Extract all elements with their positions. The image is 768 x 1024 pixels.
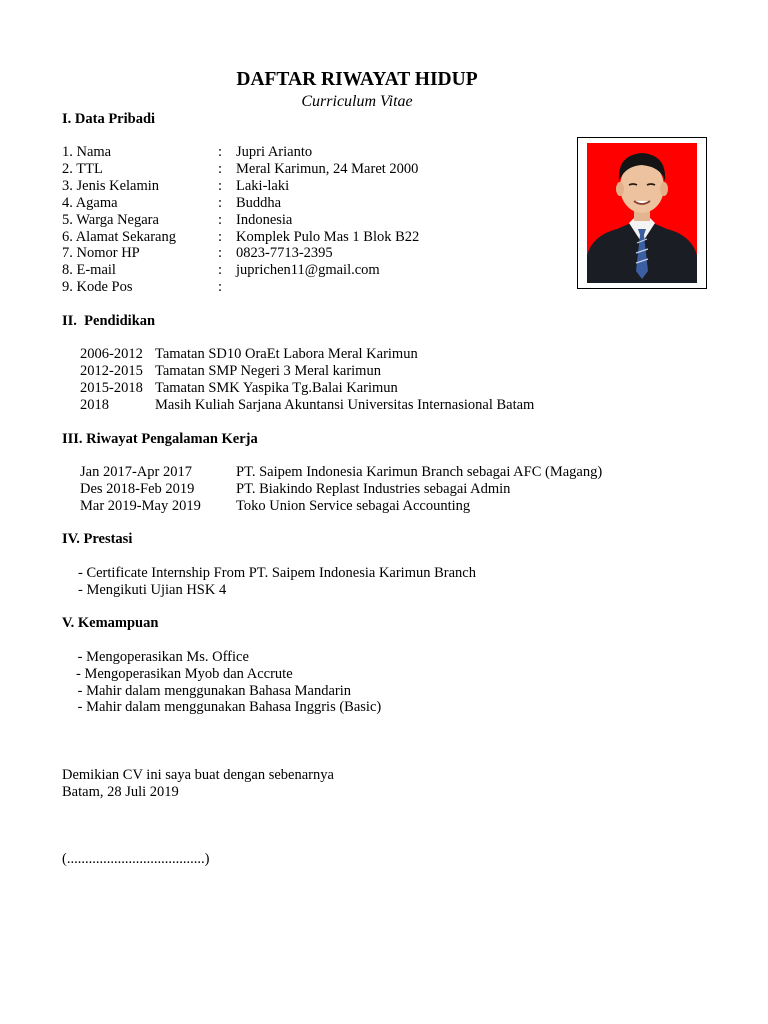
work-period: Mar 2019-May 2019 (80, 498, 201, 514)
personal-label: 8. E-mail (62, 262, 116, 278)
work-period: Des 2018-Feb 2019 (80, 481, 195, 497)
work-period: Jan 2017-Apr 2017 (80, 464, 192, 480)
education-desc: Tamatan SMP Negeri 3 Meral karimun (155, 363, 381, 379)
separator-colon: : (218, 229, 223, 245)
education-year: 2018 (80, 397, 109, 413)
section-heading-work: III. Riwayat Pengalaman Kerja (62, 431, 258, 447)
personal-label: 6. Alamat Sekarang (62, 229, 176, 245)
education-year: 2015-2018 (80, 380, 143, 396)
personal-label: 2. TTL (62, 161, 103, 177)
separator-colon: : (218, 161, 223, 177)
education-year: 2012-2015 (80, 363, 143, 379)
document-subtitle: Curriculum Vitae (301, 93, 413, 110)
personal-label: 1. Nama (62, 144, 112, 160)
personal-value: 0823-7713-2395 (236, 245, 333, 261)
personal-label: 4. Agama (62, 195, 118, 211)
section-heading-personal: I. Data Pribadi (62, 111, 156, 127)
document-title: DAFTAR RIWAYAT HIDUP (236, 69, 478, 90)
personal-value: Laki-laki (236, 178, 290, 194)
skill-text: - Mengoperasikan Myob dan Accrute (76, 666, 293, 682)
place-date: Batam, 28 Juli 2019 (62, 784, 179, 800)
personal-label: 7. Nomor HP (62, 245, 140, 261)
skill-text: - Mahir dalam menggunakan Bahasa Mandarin (74, 683, 352, 699)
profile-photo-frame (577, 137, 707, 289)
closing-statement: Demikian CV ini saya buat dengan sebenarnya (62, 767, 334, 783)
personal-value: Meral Karimun, 24 Maret 2000 (236, 161, 419, 177)
education-desc: Masih Kuliah Sarjana Akuntansi Universitas Internasional Batam (155, 397, 535, 413)
section-heading-education: II. Pendidikan (62, 313, 156, 329)
work-desc: PT. Saipem Indonesia Karimun Branch sebagai AFC (Magang) (236, 464, 603, 480)
signature-line: (......................................) (62, 851, 210, 867)
personal-label: 3. Jenis Kelamin (62, 178, 160, 194)
personal-value: juprichen11@gmail.com (236, 262, 380, 278)
education-desc: Tamatan SMK Yaspika Tg.Balai Karimun (155, 380, 398, 396)
separator-colon: : (218, 245, 223, 261)
skill-text: - Mengoperasikan Ms. Office (74, 649, 249, 665)
achievement-text: - Mengikuti Ujian HSK 4 (78, 582, 227, 598)
profile-photo (587, 143, 697, 283)
skill-text: - Mahir dalam menggunakan Bahasa Inggris (Basic) (74, 699, 382, 715)
personal-value: Komplek Pulo Mas 1 Blok B22 (236, 229, 420, 245)
personal-label: 9. Kode Pos (62, 279, 133, 295)
section-heading-skills: V. Kemampuan (62, 615, 159, 631)
separator-colon: : (218, 212, 223, 228)
work-desc: Toko Union Service sebagai Accounting (236, 498, 471, 514)
section-heading-achievements: IV. Prestasi (62, 531, 133, 547)
separator-colon: : (218, 144, 223, 160)
separator-colon: : (218, 195, 223, 211)
personal-value: Buddha (236, 195, 282, 211)
personal-value: Indonesia (236, 212, 293, 228)
education-year: 2006-2012 (80, 346, 143, 362)
education-desc: Tamatan SD10 OraEt Labora Meral Karimun (155, 346, 418, 362)
separator-colon: : (218, 262, 223, 278)
personal-label: 5. Warga Negara (62, 212, 159, 228)
personal-value: Jupri Arianto (236, 144, 313, 160)
work-desc: PT. Biakindo Replast Industries sebagai Admin (236, 481, 511, 497)
achievement-text: - Certificate Internship From PT. Saipem Indonesia Karimun Branch (78, 565, 476, 581)
separator-colon: : (218, 279, 223, 295)
separator-colon: : (218, 178, 223, 194)
